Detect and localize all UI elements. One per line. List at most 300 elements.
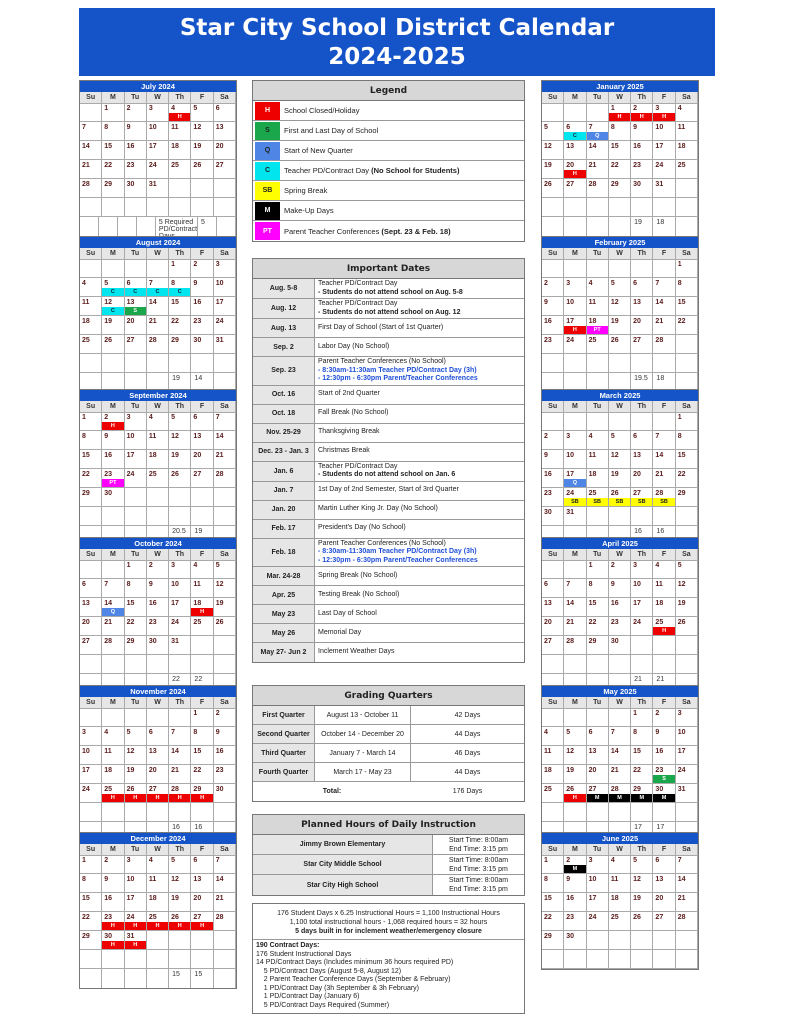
day-cell — [191, 450, 213, 469]
day-cell — [609, 784, 631, 803]
day-number: 29 — [104, 181, 113, 188]
day-cell — [147, 950, 169, 969]
day-number: 4 — [193, 562, 198, 569]
day-number: 29 — [677, 490, 686, 497]
day-number: 3 — [171, 562, 176, 569]
day-number: 7 — [171, 729, 176, 736]
day-number: 29 — [544, 933, 552, 940]
day-cell — [191, 727, 213, 746]
blank — [609, 217, 631, 236]
day-number: 13 — [633, 299, 641, 306]
day-number: 15 — [588, 600, 597, 607]
day-cell — [653, 103, 675, 122]
day-cell — [191, 141, 213, 160]
date-key: Aug. 5-8 — [253, 279, 315, 298]
day-number: 2 — [655, 710, 660, 717]
day-cell — [147, 316, 169, 335]
day-cell — [214, 450, 236, 469]
day-number: 26 — [566, 786, 575, 793]
day-cell — [564, 141, 586, 160]
day-cell — [587, 316, 609, 335]
day-number: 12 — [633, 876, 641, 883]
day-number: 12 — [566, 748, 575, 755]
day-cell — [676, 198, 698, 217]
day-cell — [631, 893, 653, 912]
day-cell — [102, 297, 124, 316]
date-line: - 8:30am-11:30am Teacher PD/Contract Day (3h) — [318, 366, 477, 374]
day-cell — [564, 316, 586, 335]
day-cell — [653, 598, 675, 617]
day-number: 6 — [633, 280, 638, 287]
day-cell — [676, 931, 698, 950]
month-calendar — [541, 685, 699, 842]
day-number: 10 — [126, 433, 135, 440]
weekday-label: Th — [169, 697, 191, 709]
day-cell — [102, 431, 124, 450]
month-title: January 2025 — [542, 81, 698, 92]
day-number: 30 — [215, 786, 224, 793]
day-number: 16 — [126, 143, 135, 150]
day-number: 18 — [588, 318, 597, 325]
month-calendar — [541, 389, 699, 546]
day-number: 11 — [588, 452, 596, 459]
day-cell — [214, 746, 236, 765]
day-number: 20 — [215, 143, 224, 150]
weekday-label: W — [609, 248, 631, 260]
day-number: 27 — [126, 337, 135, 344]
day-number: 20 — [126, 318, 135, 325]
teacher-days-count: 14 — [191, 373, 213, 392]
day-cell — [653, 179, 675, 198]
day-number: 25 — [655, 619, 664, 626]
weekday-label: Su — [542, 549, 564, 561]
day-number: 3 — [677, 710, 682, 717]
day-number: 21 — [566, 619, 575, 626]
weekday-label: W — [609, 401, 631, 413]
date-key: Apr. 25 — [253, 586, 315, 604]
legend-row — [253, 161, 524, 181]
day-cell — [80, 746, 102, 765]
day-tag: H — [169, 794, 190, 802]
day-number: 13 — [566, 143, 575, 150]
day-number: 2 — [566, 857, 571, 864]
day-number: 12 — [610, 452, 619, 459]
day-cell — [564, 598, 586, 617]
day-number: 23 — [633, 162, 641, 169]
day-cell — [631, 179, 653, 198]
day-cell — [631, 141, 653, 160]
legend-swatch: SB — [255, 182, 280, 200]
day-number: 19 — [610, 471, 619, 478]
day-number: 8 — [633, 729, 638, 736]
day-number: 3 — [82, 729, 86, 736]
day-grid — [542, 259, 698, 373]
legend-note: (Sept. 23 & Feb. 18) — [381, 226, 451, 236]
day-cell — [80, 469, 102, 488]
day-cell — [169, 335, 191, 354]
day-number: 23 — [193, 318, 202, 325]
student-days-count: 5 Required PD/Contract — [156, 217, 198, 240]
day-cell — [609, 912, 631, 931]
day-cell — [542, 727, 564, 746]
legend-swatch: PT — [255, 222, 280, 240]
day-tag: H — [191, 922, 212, 930]
weekday-label: F — [191, 697, 213, 709]
day-number: 24 — [655, 162, 664, 169]
summary-line-1: 176 Student Days x 6.25 Instructional Hours = 1,100 Instructional Hours — [277, 910, 500, 917]
month-title: February 2025 — [542, 237, 698, 248]
day-cell — [169, 103, 191, 122]
day-tag: H — [609, 113, 630, 121]
day-cell — [169, 198, 191, 217]
date-key: Mar. 24-28 — [253, 567, 315, 585]
quarter-days: 42 Days — [454, 711, 481, 719]
day-cell — [676, 560, 698, 579]
day-number: 5 — [215, 562, 220, 569]
day-cell — [191, 636, 213, 655]
total-label: Total: — [322, 788, 342, 795]
teacher-days-count: 21 — [653, 674, 675, 693]
weekday-label: F — [191, 92, 213, 104]
day-cell — [609, 507, 631, 526]
day-cell — [564, 335, 586, 354]
day-number: 1 — [677, 261, 682, 268]
day-number: 21 — [215, 452, 224, 459]
weekday-header — [542, 844, 698, 855]
day-number: 4 — [655, 562, 660, 569]
day-cell — [214, 931, 236, 950]
day-number: 13 — [148, 748, 157, 755]
day-cell — [147, 412, 169, 431]
month-calendar — [79, 389, 237, 546]
day-cell — [191, 931, 213, 950]
weekday-label: M — [564, 248, 586, 260]
start-time: Start Time: 8:00am — [448, 877, 509, 884]
legend-swatch: S — [255, 122, 280, 140]
weekday-label: F — [653, 549, 675, 561]
day-tag: C — [169, 288, 190, 296]
legend-swatch: H — [255, 102, 280, 120]
day-number: 15 — [610, 143, 619, 150]
day-cell — [564, 198, 586, 217]
day-cell — [676, 160, 698, 179]
day-cell — [169, 874, 191, 893]
day-cell — [587, 655, 609, 674]
day-cell — [169, 765, 191, 784]
day-cell — [676, 803, 698, 822]
day-cell — [587, 746, 609, 765]
day-cell — [653, 746, 675, 765]
day-number: 19 — [171, 452, 179, 459]
day-number: 6 — [544, 581, 548, 588]
day-cell — [587, 560, 609, 579]
day-tag: PT — [587, 326, 608, 334]
day-cell — [214, 598, 236, 617]
legend-label: Start of New Quarter — [284, 146, 353, 155]
weekday-label: M — [564, 697, 586, 709]
day-number: 15 — [82, 895, 90, 902]
day-tag: H — [102, 422, 123, 430]
day-number: 6 — [633, 433, 638, 440]
day-tag: SB — [631, 498, 652, 506]
day-tag: SB — [587, 498, 608, 506]
day-number: 19 — [610, 318, 619, 325]
day-cell — [564, 259, 586, 278]
month-title: July 2024 — [80, 81, 236, 92]
day-cell — [609, 950, 631, 969]
day-cell — [147, 122, 169, 141]
day-number: 13 — [126, 299, 135, 306]
day-number: 9 — [215, 729, 220, 736]
day-cell — [542, 103, 564, 122]
day-number: 18 — [171, 143, 179, 150]
day-cell — [564, 765, 586, 784]
day-cell — [653, 765, 675, 784]
day-number: 27 — [588, 786, 597, 793]
day-cell — [191, 335, 213, 354]
day-number: 30 — [126, 181, 135, 188]
weekday-label: Th — [169, 549, 191, 561]
day-cell — [653, 855, 675, 874]
quarter-range: March 17 - May 23 — [315, 763, 411, 781]
day-number: 24 — [215, 318, 224, 325]
day-tag: H — [564, 794, 585, 802]
day-grid — [80, 708, 236, 822]
day-cell — [631, 122, 653, 141]
day-number: 3 — [148, 105, 153, 112]
quarter-range: January 7 - March 14 — [315, 744, 411, 762]
date-line: Martin Luther King Jr. Day (No School) — [318, 505, 438, 513]
day-number: 31 — [566, 509, 575, 516]
day-cell — [214, 950, 236, 969]
day-cell — [125, 912, 147, 931]
weekday-label: Tu — [125, 549, 147, 561]
day-number: 30 — [610, 638, 619, 645]
day-cell — [102, 198, 124, 217]
blank — [214, 969, 236, 988]
date-description — [315, 319, 524, 337]
day-cell — [587, 784, 609, 803]
day-cell — [214, 412, 236, 431]
day-cell — [102, 560, 124, 579]
day-cell — [542, 431, 564, 450]
day-cell — [147, 746, 169, 765]
day-cell — [542, 708, 564, 727]
day-number: 20 — [544, 619, 552, 626]
weekday-label: Tu — [125, 697, 147, 709]
day-cell — [564, 297, 586, 316]
day-cell — [214, 278, 236, 297]
calendar-year: 2024-2025 — [328, 44, 466, 70]
day-cell — [80, 450, 102, 469]
weekday-label: F — [653, 844, 675, 856]
day-cell — [587, 488, 609, 507]
day-cell — [564, 855, 586, 874]
day-tag: PT — [102, 479, 123, 487]
day-cell — [564, 412, 586, 431]
day-cell — [125, 855, 147, 874]
day-cell — [631, 746, 653, 765]
legend-label: Teacher PD/Contract Day — [284, 166, 372, 175]
day-number: 30 — [566, 933, 575, 940]
day-number: 18 — [655, 600, 664, 607]
day-cell — [80, 103, 102, 122]
day-number: 10 — [566, 299, 575, 306]
day-number: 14 — [610, 748, 619, 755]
day-grid — [80, 259, 236, 373]
weekday-label: M — [102, 401, 124, 413]
day-cell — [609, 655, 631, 674]
important-date-row — [253, 299, 524, 319]
weekday-label: Sa — [676, 401, 698, 413]
day-cell — [609, 636, 631, 655]
day-cell — [609, 450, 631, 469]
day-cell — [653, 636, 675, 655]
day-cell — [631, 784, 653, 803]
day-number: 1 — [610, 105, 615, 112]
day-cell — [587, 579, 609, 598]
important-date-row — [253, 567, 524, 586]
weekday-header — [542, 248, 698, 259]
day-number: 22 — [677, 471, 686, 478]
day-cell — [80, 598, 102, 617]
day-number: 29 — [588, 638, 597, 645]
day-number: 13 — [544, 600, 552, 607]
day-number: 16 — [544, 318, 552, 325]
date-key: Feb. 18 — [253, 539, 315, 567]
day-cell — [191, 598, 213, 617]
day-number: 25 — [148, 914, 157, 921]
day-number: 8 — [677, 280, 682, 287]
day-cell — [609, 931, 631, 950]
legend-row — [253, 121, 524, 141]
day-cell — [169, 746, 191, 765]
total-days: 176 Days — [452, 788, 483, 795]
day-tag: H — [191, 608, 212, 616]
day-tag: H — [564, 326, 585, 334]
day-number: 10 — [126, 876, 135, 883]
legend-label: Spring Break — [284, 186, 328, 195]
day-cell — [542, 278, 564, 297]
day-number: 15 — [171, 299, 179, 306]
day-number: 16 — [148, 600, 157, 607]
day-number: 29 — [193, 786, 202, 793]
day-number: 21 — [677, 895, 686, 902]
day-cell — [676, 636, 698, 655]
weekday-header — [80, 248, 236, 259]
day-number: 1 — [544, 857, 548, 864]
day-cell — [564, 727, 586, 746]
day-number: 19 — [633, 895, 641, 902]
blank — [587, 217, 609, 236]
day-cell — [147, 431, 169, 450]
day-cell — [564, 507, 586, 526]
day-cell — [564, 912, 586, 931]
day-number: 1 — [588, 562, 593, 569]
day-number: 1 — [126, 562, 131, 569]
day-number: 10 — [588, 876, 597, 883]
weekday-header — [542, 92, 698, 103]
weekday-label: Su — [542, 844, 564, 856]
day-number: 18 — [677, 143, 686, 150]
day-cell — [653, 259, 675, 278]
day-number: 15 — [677, 299, 686, 306]
grading-row — [253, 706, 524, 725]
day-cell — [609, 874, 631, 893]
day-cell — [102, 122, 124, 141]
weekday-label: Sa — [676, 844, 698, 856]
day-number: 15 — [82, 452, 90, 459]
school-times — [433, 856, 524, 874]
day-number: 26 — [610, 490, 619, 497]
day-number: 2 — [126, 105, 131, 112]
day-number: 9 — [126, 124, 131, 131]
day-number: 24 — [566, 490, 575, 497]
day-cell — [587, 636, 609, 655]
day-number: 12 — [677, 581, 686, 588]
day-number: 28 — [104, 638, 113, 645]
day-number: 21 — [588, 162, 597, 169]
day-number: 24 — [677, 767, 686, 774]
day-cell — [147, 765, 169, 784]
day-number: 23 — [544, 337, 552, 344]
day-cell — [609, 122, 631, 141]
day-cell — [542, 122, 564, 141]
day-number: 30 — [104, 490, 113, 497]
day-number: 3 — [566, 280, 571, 287]
weekday-label: Sa — [214, 401, 236, 413]
day-cell — [125, 412, 147, 431]
day-tag: C — [102, 288, 123, 296]
school-name: Star City Middle School — [253, 855, 433, 874]
day-cell — [587, 469, 609, 488]
day-cell — [564, 893, 586, 912]
weekday-label: W — [609, 697, 631, 709]
day-number: 11 — [655, 581, 663, 588]
day-cell — [653, 950, 675, 969]
day-cell — [676, 950, 698, 969]
day-number: 21 — [104, 619, 113, 626]
day-number: 9 — [633, 124, 638, 131]
day-number: 17 — [588, 895, 597, 902]
legend-swatch: C — [255, 162, 280, 180]
day-cell — [631, 931, 653, 950]
day-number: 8 — [171, 280, 176, 287]
day-cell — [564, 450, 586, 469]
day-cell — [587, 893, 609, 912]
month-title: August 2024 — [80, 237, 236, 248]
day-number: 22 — [588, 619, 597, 626]
day-cell — [125, 636, 147, 655]
day-number: 6 — [82, 581, 86, 588]
weekday-label: W — [609, 844, 631, 856]
day-cell — [587, 103, 609, 122]
day-cell — [169, 893, 191, 912]
important-date-row — [253, 462, 524, 482]
day-cell — [653, 784, 675, 803]
day-number: 17 — [148, 143, 157, 150]
day-cell — [147, 579, 169, 598]
day-cell — [191, 488, 213, 507]
day-number: 30 — [633, 181, 641, 188]
blank — [676, 217, 698, 236]
day-number: 8 — [82, 876, 86, 883]
day-cell — [653, 354, 675, 373]
day-cell — [676, 297, 698, 316]
day-cell — [191, 297, 213, 316]
day-number: 22 — [610, 162, 619, 169]
day-tag: C — [147, 288, 168, 296]
